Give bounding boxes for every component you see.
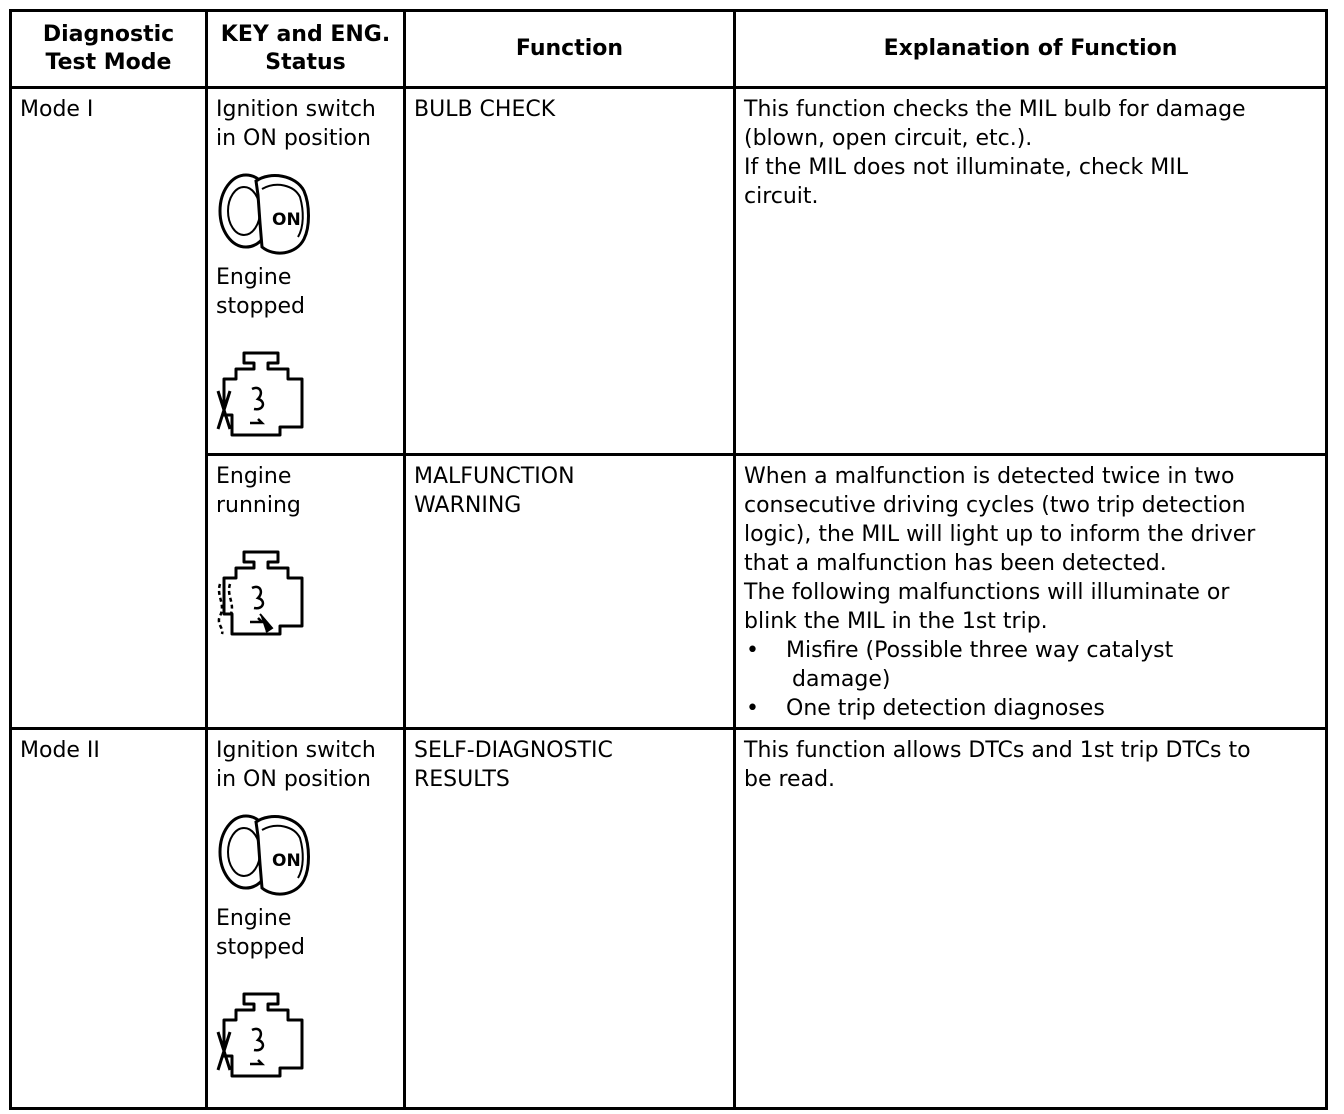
function-cell — [405, 88, 735, 455]
mode-label: Mode I — [20, 97, 94, 122]
diagnostic-test-mode-table — [9, 9, 1328, 1110]
ignition-key-on-icon — [216, 808, 312, 900]
header-key-eng-status: KEY and ENG. Status — [207, 11, 405, 88]
mode-cell — [11, 729, 207, 1109]
header-diagnostic-test-mode: Diagnostic Test Mode — [11, 11, 207, 88]
status-cell: Ignition switch in ON position Engine stopped — [207, 729, 405, 1109]
explanation-cell: When a malfunction is detected twice in two consecutive driving cycles (two trip detection logic), the MIL will light up to inform the driver that a malfunction has been detected. The following malfunctions will illuminate or blink the MIL in the 1st trip. • Misfire (Possible three way catalyst damage) • One trip detection diagnoses — [735, 455, 1327, 729]
table-row — [11, 88, 1327, 455]
mode-label: Mode II — [20, 738, 100, 763]
engine-stopped-icon — [216, 990, 312, 1080]
function-cell: SELF-DIAGNOSTIC RESULTS — [405, 729, 735, 1109]
table-row — [11, 729, 1327, 1109]
malfunction-list — [744, 636, 1319, 723]
function-cell: MALFUNCTION WARNING — [405, 455, 735, 729]
engine-running-icon — [216, 548, 312, 638]
explanation-cell: This function checks the MIL bulb for damage (blown, open circuit, etc.). If the MIL does not illuminate, check MIL circuit. — [735, 88, 1327, 455]
function-label: BULB CHECK — [414, 97, 556, 122]
list-item: • Misfire (Possible three way catalyst damage) — [744, 636, 1319, 694]
status-cell: Engine running — [207, 455, 405, 729]
header-explanation: Explanation of Function — [735, 11, 1327, 88]
mode-cell — [11, 88, 207, 729]
table-row — [11, 455, 1327, 729]
explanation-cell: This function allows DTCs and 1st trip DTCs to be read. — [735, 729, 1327, 1109]
ignition-key-on-icon — [216, 167, 312, 259]
status-cell: Ignition switch in ON position Engine stopped — [207, 88, 405, 455]
table-header-row — [11, 11, 1327, 88]
engine-stopped-icon — [216, 349, 312, 439]
header-function: Function — [405, 11, 735, 88]
list-item: • One trip detection diagnoses — [744, 694, 1319, 723]
